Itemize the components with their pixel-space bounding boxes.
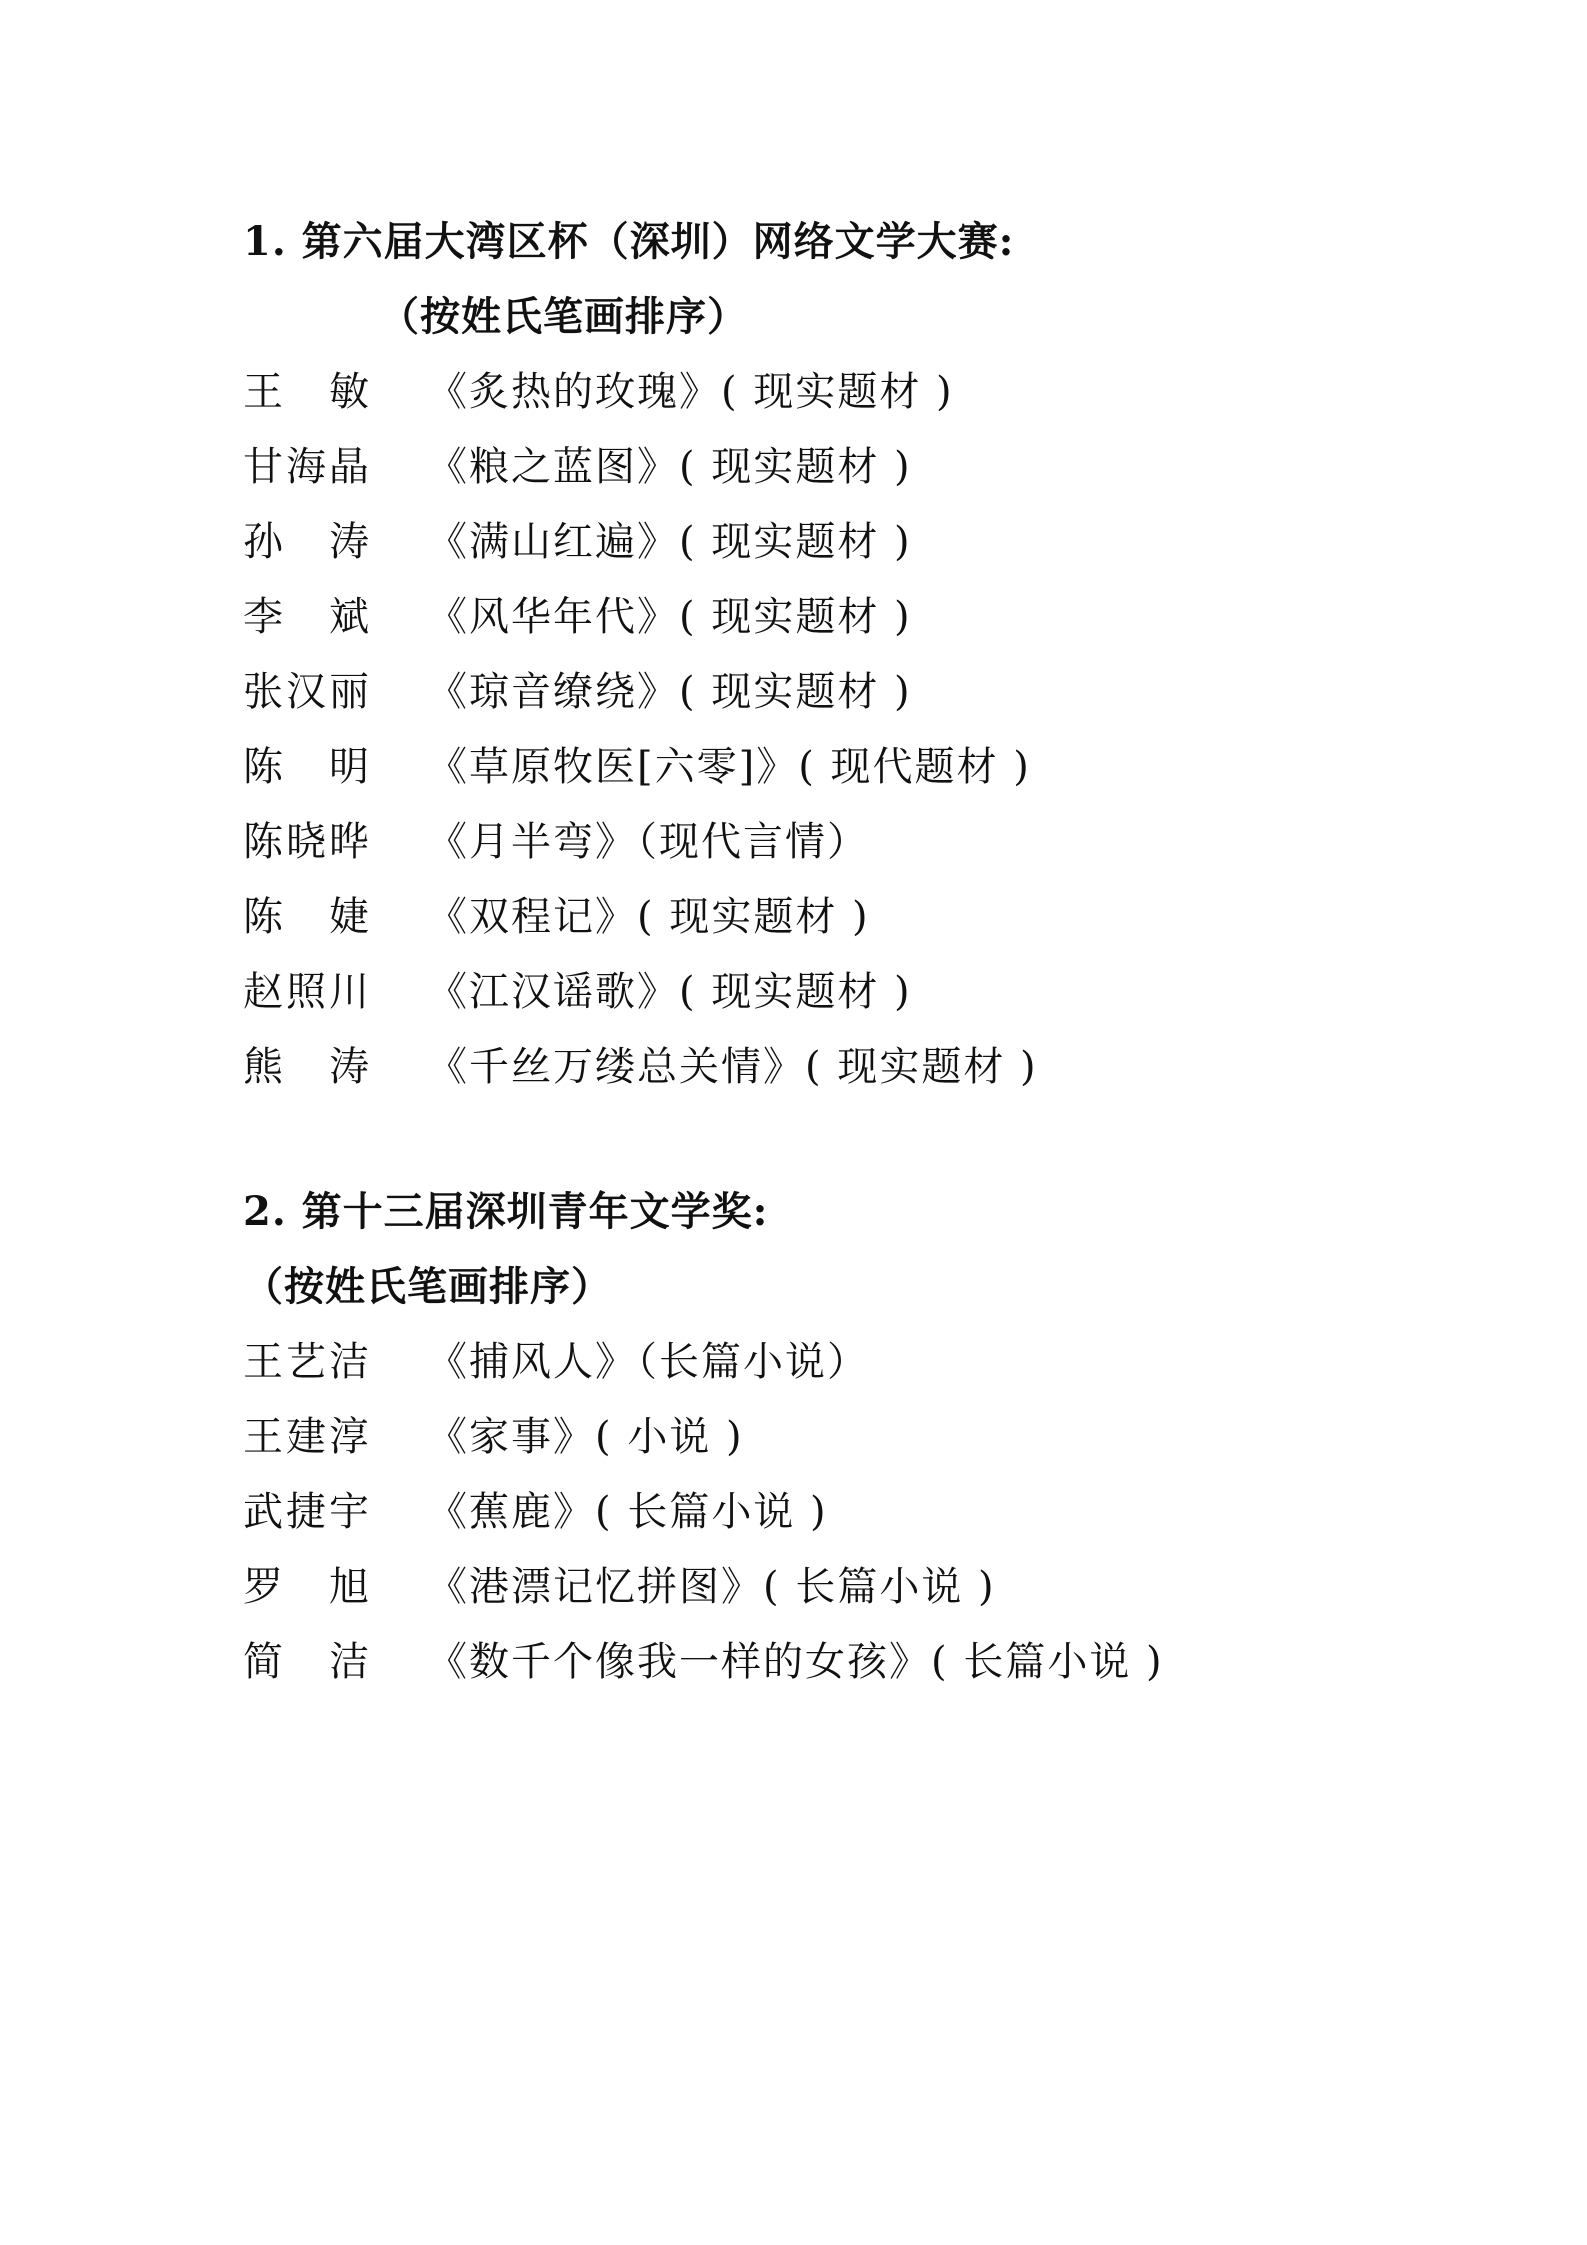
author-name: 张汉丽 [243,669,372,715]
list-item [243,805,1423,880]
author-name: 武捷宇 [243,1489,372,1535]
list-item [243,730,1423,805]
winner-list [243,355,1423,1105]
list-item [243,1400,1423,1475]
work-title: 《月半弯》（现代言情） [427,819,869,865]
list-item [243,355,1423,430]
work-title: 《千丝万缕总关情》( 现实题材 ) [427,1044,1038,1090]
work-title: 《草原牧医[六零]》( 现代题材 ) [427,744,1031,790]
list-item [243,955,1423,1030]
work-title: 《蕉鹿》( 长篇小说 ) [427,1489,828,1535]
work-title: 《双程记》( 现实题材 ) [427,894,870,940]
list-item [243,1475,1423,1550]
sort-note: （按姓氏笔画排序） [379,293,748,340]
author-name: 陈晓晔 [243,819,372,865]
work-title: 《风华年代》( 现实题材 ) [427,594,912,640]
section-heading: 2. 第十三届深圳青年文学奖: [243,1188,769,1235]
list-item [243,655,1423,730]
work-title: 《家事》( 小说 ) [427,1414,744,1460]
work-title: 《琼音缭绕》( 现实题材 ) [427,669,912,715]
author-name: 陈 明 [243,744,372,790]
winner-list [243,1325,1423,1700]
author-name: 王建淳 [243,1414,372,1460]
list-item [243,505,1423,580]
list-item [243,1550,1423,1625]
list-item [243,1030,1423,1105]
author-name: 陈 婕 [243,894,372,940]
work-title: 《港漂记忆拼图》( 长篇小说 ) [427,1564,996,1610]
section-web-literature-contest [243,205,1423,1105]
section-youth-literature-award [243,1175,1423,1700]
author-name: 罗 旭 [243,1564,372,1610]
list-item [243,880,1423,955]
list-item [243,430,1423,505]
work-title: 《炙热的玫瑰》( 现实题材 ) [427,369,954,415]
work-title: 《捕风人》（长篇小说） [427,1339,869,1385]
author-name: 王艺洁 [243,1339,372,1385]
author-name: 李 斌 [243,594,372,640]
author-name: 甘海晶 [243,444,372,490]
work-title: 《江汉谣歌》( 现实题材 ) [427,969,912,1015]
author-name: 孙 涛 [243,519,372,565]
author-name: 熊 涛 [243,1044,372,1090]
list-item [243,1625,1423,1700]
sort-note: （按姓氏笔画排序） [243,1263,612,1310]
list-item [243,1325,1423,1400]
work-title: 《满山红遍》( 现实题材 ) [427,519,912,565]
list-item [243,580,1423,655]
work-title: 《粮之蓝图》( 现实题材 ) [427,444,912,490]
author-name: 简 洁 [243,1639,372,1685]
author-name: 赵照川 [243,969,372,1015]
section-heading: 1. 第六届大湾区杯（深圳）网络文学大赛: [243,218,1015,265]
author-name: 王 敏 [243,369,372,415]
work-title: 《数千个像我一样的女孩》( 长篇小说 ) [427,1639,1164,1685]
